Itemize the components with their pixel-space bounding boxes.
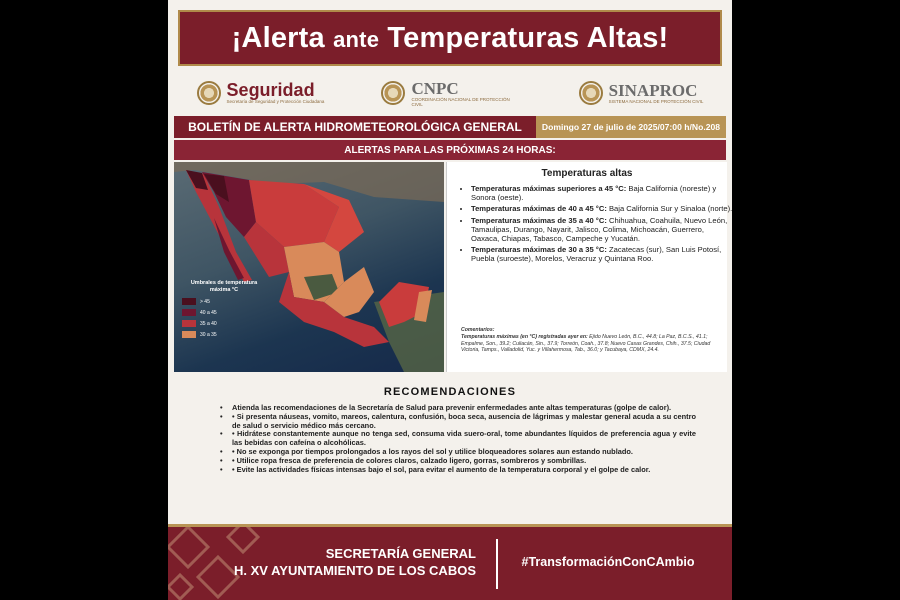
comments-text: Ejido Nuevo León, B.C., 44.8; La Paz, B.C.S., 41.1; Empalme, Son., 39.2; Culiacán, Sin., 37.9; Torreón, Coah., 37.8; Nuevo Casas Grandes, Chih., 37.5; Ciudad Victoria, Tamps., Valladolid, Yuc. y Villahermosa, Tab., 36.0; y Tacubaya, CDMX, 24.4. [461,333,711,354]
comments-lead: Temperaturas máximas (en °C) registradas ayer en: [461,333,588,340]
list-item: • Temperaturas máximas de 40 a 45 °C: Baja California Sur y Sinaloa (norte). [471,204,732,213]
panel-heading: Temperaturas altas [541,168,633,179]
footer-divider [496,539,498,589]
org-line-2: H. XV AYUNTAMIENTO DE LOS CABOS [234,563,476,578]
list-item: • • Evite las actividades físicas intensas bajo el sol, para evitar el aumento de la temperatura corporal y el golpe de calor. [220,464,651,474]
temperature-panel [446,162,732,372]
logo-name: Seguridad [226,80,315,100]
logo-subtitle: SISTEMA NACIONAL DE PROTECCIÓN CIVIL [608,99,704,104]
list-item: • Temperaturas máximas de 30 a 35 °C: Zacatecas (sur), San Luis Potosí, Puebla (suroeste), Morelos, Veracruz y Quintana Roo. [471,245,732,263]
legend-item [182,331,266,338]
legend-swatch [182,298,196,305]
legend-label: 35 a 40 [200,320,217,327]
logo-seguridad [197,81,325,105]
legend-item [182,298,266,305]
temperature-list [457,184,732,266]
alert-poster [168,0,732,600]
legend-item [182,320,266,327]
list-item: • Atienda las recomendaciones de la Secretaría de Salud para prevenir enfermedades ante altas temperaturas (golpe de calor). [220,403,672,412]
list-item: • • Si presenta náuseas, vomito, mareos, calentura, confusión, boca seca, ausencia de lágrimas y malestar general acuda a su centro de salud o servicio médico más cercano. [220,411,696,430]
list-item: • Temperaturas máximas de 35 a 40 °C: Chihuahua, Coahuila, Nuevo León, Tamaulipas, Durango, Nayarit, Jalisco, Colima, Michoacán, Guerrero, Oaxaca, Chiapas, Tabasco, Campeche y Yucatán. [471,216,732,244]
shield-icon [579,81,603,105]
list-item: • • Hidrátese constantemente aunque no tenga sed, consuma vida suero-oral, tome abundantes líquidos de preferencia agua y evite las bebidas con cafeína o alcohólicas. [220,429,696,448]
recommendations-title: RECOMENDACIONES [383,386,517,398]
title-part-3: Temperaturas Altas! [379,21,669,54]
logo-name: CNPC [411,78,459,98]
comments [461,327,719,354]
legend-label: > 45 [200,298,210,305]
legend-swatch [182,320,196,327]
temperature-map [174,162,444,372]
shield-icon [381,81,405,105]
comments-label: Comentarios: [461,327,495,333]
title-part-2: ante [333,26,380,52]
org-line-1: SECRETARÍA GENERAL [325,546,476,561]
seal-icon [197,81,221,105]
organization-name [208,545,476,579]
logo-subtitle: COORDINACIÓN NACIONAL DE PROTECCIÓN CIVIL [411,96,510,107]
bulletin-date: Domingo 27 de julio de 2025/07:00 h/No.208 [536,116,726,138]
legend-swatch [182,331,196,338]
list-item: • Temperaturas máximas superiores a 45 °C: Baja California (noreste) y Sonora (oeste). [471,184,732,202]
hashtag: #TransformaciónConCAmbio [521,555,695,569]
logo-sinaproc [579,81,704,105]
map-legend [182,280,266,342]
title-part-1: ¡Alerta [231,21,334,54]
legend-title: Umbrales de temperatura máxima °C [190,280,258,293]
bulletin-title: BOLETÍN DE ALERTA HIDROMETEOROLÓGICA GENERAL [174,116,536,138]
list-item: • • No se exponga por tiempos prolongados a los rayos del sol y utilice bloqueadores solares aun estando nublado. [220,446,633,456]
legend-swatch [182,309,196,316]
alerts-header: ALERTAS PARA LAS PRÓXIMAS 24 HORAS: [174,140,726,160]
list-item: • • Utilice ropa fresca de preferencia de colores claros, calzado ligero, gorras, sombreros y sombrillas. [220,455,587,465]
logo-cnpc [381,80,521,107]
recommendations-list [218,404,696,474]
legend-label: 30 a 35 [200,331,217,338]
legend-item [182,309,266,316]
alert-title-banner [178,10,722,66]
footer [168,527,732,600]
legend-label: 40 a 45 [200,309,217,316]
logo-name: SINAPROC [608,81,698,100]
logo-subtitle: Secretaría de Seguridad y Protección Ciudadana [226,99,325,104]
institution-logos [168,70,732,116]
alert-title [232,22,669,55]
bulletin-bar [174,116,726,138]
